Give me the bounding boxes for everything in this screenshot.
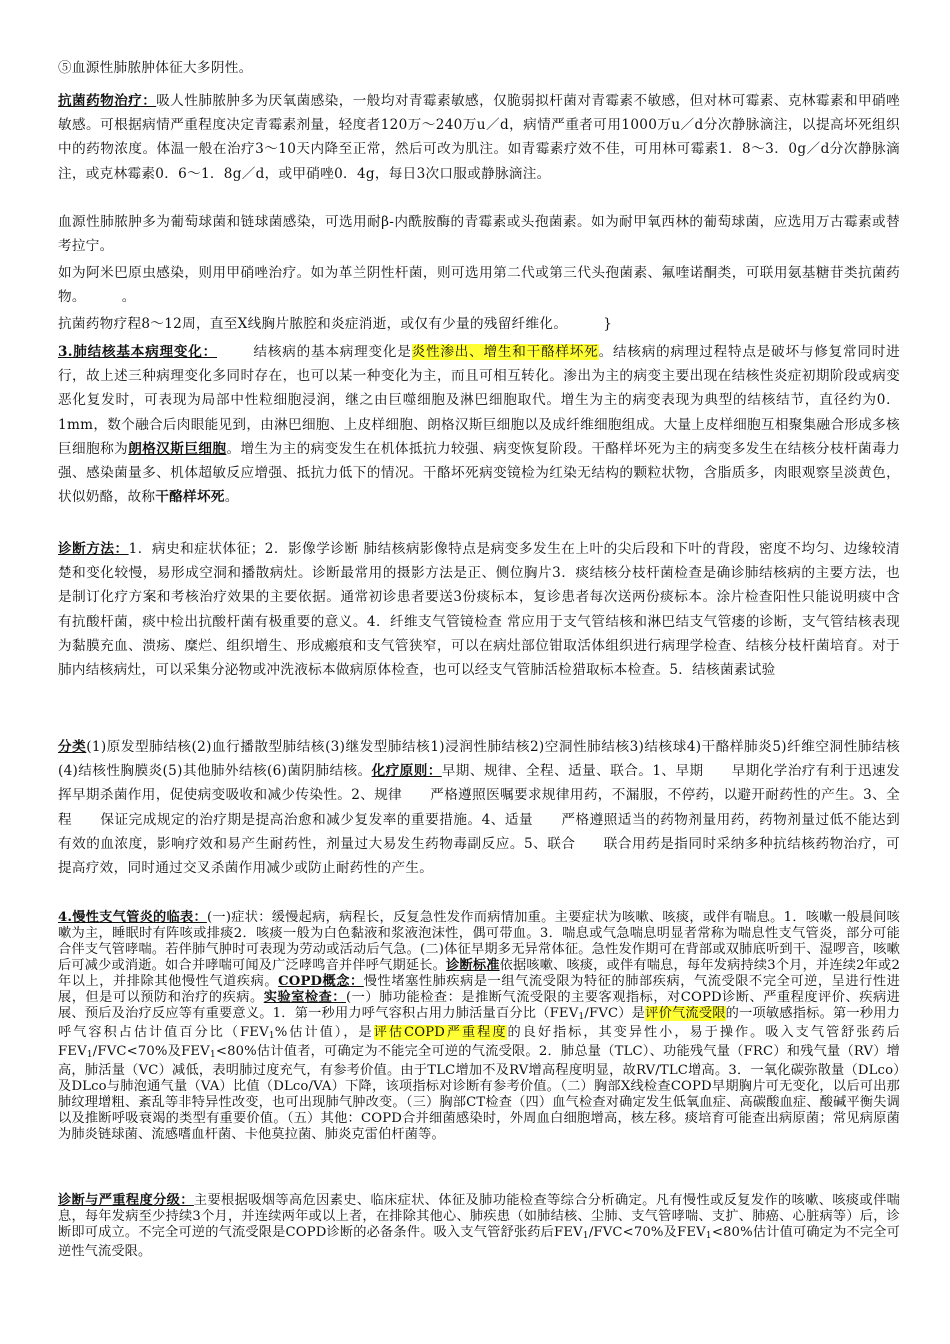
paragraph-abscess-signs: ⑤血源性肺脓肿体征大多阴性。: [58, 60, 253, 76]
term-langhans-giant-cell: 朗格汉斯巨细胞: [128, 440, 227, 457]
heading-diagnostic-criteria: 诊断标准: [446, 958, 500, 974]
paragraph-hematogenous-abscess: 血源性肺脓肿多为葡萄球菌和链球菌感染，可选用耐β-内酰胺酶的青霉素或头孢菌素。如为耐甲氧西林的葡萄球菌，应选用万古霉素或替考拉宁。: [58, 214, 900, 255]
heading-chronic-bronchitis: 4.慢性支气管炎的临表：: [58, 910, 207, 925]
paragraph-diagnosis-severity: 诊断与严重程度分级：主要根据吸烟等高危因素史、临床症状、体征及肺功能检查等综合分析确定。凡有慢性或反复发作的咳嗽、咳痰或伴喘息，每年发病至少持续3个月，并连续两年或以上者，在排除其他心、肺疾患（如肺结核、尘肺、支气管哮喘、支扩、肺癌、心脏病等）后，诊断即可成立。不完全可逆的气流受限是COPD诊断的必备条件。吸入支气管舒张药后$FEV_1/FVC<70\%$及$FEV_1<80\%$估计值可确定为不完全可逆性气流受限。: [58, 1193, 901, 1259]
paragraph-diagnosis-methods: 诊断方法：1．病史和症状体征；2．影像学诊断 肺结核病影像特点是病变多发生在上叶的尖后段和下叶的背段，密度不均匀、边缘较清楚和变化较慢，易形成空洞和播散病灶。诊断最常用的摄影方法是正、侧位胸片3．痰结核分枝杆菌检查是确诊肺结核病的主要方法，也是制订化疗方案和考核治疗效果的主要依据。通常初诊患者要送3份痰标本，复诊患者每次送两份痰标本。涂片检查阳性只能说明痰中含有抗酸杆菌，痰中检出抗酸杆菌有极重要的意义。4．纤维支气管镜检查 常应用于支气管结核和淋巴结支气管瘘的诊断，支气管结核表现为黏膜充血、溃疡、糜烂、组织增生、形成瘢痕和支气管狭窄，可以在病灶部位钳取活体组织进行病理学检查、结核分枝杆菌培育。对于肺内结核病灶，可以采集分泌物或冲洗液标本做病原体检查，也可以经支气管肺活检猎取标本检查。5．结核菌素试验: [58, 541, 900, 679]
paragraph-tb-pathology: 3.肺结核基本病理变化： 结核病的基本病理变化是炎性渗出、增生和干酪样坏死。结核病的病理过程特点是破坏与修复常同时进行，故上述三种病理变化多同时存在，也可以某一种变化为主，而且可相互转化。渗出为主的病变主要出现在结核性炎症初期阶段或病变恶化复发时，可表现为局部中性粒细胞浸润，继之由巨噬细胞及淋巴细胞取代。增生为主的病变表现为典型的结核结节，直径约为0．1mm，数个融合后肉眼能见到，由淋巴细胞、上皮样细胞、朗格汉斯巨细胞以及成纤维细胞组成。大量上皮样细胞互相聚集融合形成多核巨细胞称为朗格汉斯巨细胞。增生为主的病变发生在机体抵抗力较强、病变恢复阶段。干酪样坏死为主的病变多发生在结核分枝杆菌毒力强、感染菌量多、机体超敏反应增强、抵抗力低下的情况。干酪坏死病变镜检为红染无结构的颗粒状物，含脂质多，肉眼观察呈淡黄色，状似奶酪，故称干酪样坏死。: [58, 344, 900, 506]
paragraph-amoeba-infection: 如为阿米巴原虫感染，则用甲硝唑治疗。如为革兰阴性杆菌，则可选用第二代或第三代头孢菌素、氟喹诺酮类，可联用氨基糖苷类抗菌药物。 。: [58, 265, 900, 306]
highlight-pathology-changes: 炎性渗出、增生和干酪样坏死: [411, 344, 599, 360]
highlight-copd-severity: 评估COPD严重程度: [373, 1025, 508, 1041]
paragraph-treatment-duration: 抗菌药物疗程8～12周，直至X线胸片脓腔和炎症消逝，或仅有少量的残留纤维化。 }: [58, 316, 613, 332]
paragraph-antibiotic-therapy: 抗菌药物治疗：吸人性肺脓肿多为厌氧菌感染，一般均对青霉素敏感，仅脆弱拟杆菌对青霉素不敏感，但对林可霉素、克林霉素和甲硝唑敏感。可根据病情严重程度决定青霉素剂量，轻度者120万～240万u／d，病情严重者可用1000万u／d分次静脉滴注，以提高坏死组织中的药物浓度。体温一般在治疗3～10天内降至正常，然后可改为肌注。如青霉素疗效不佳，可用林可霉素1．8～3．0g／d分次静脉滴注，或克林霉素0．6～1．8g／d，或甲硝唑0．4g，每日3次口服或静脉滴注。: [58, 93, 900, 182]
highlight-airflow-limitation: 评价气流受限: [645, 1006, 726, 1022]
heading-lab-tests: 实验室检查：: [263, 990, 346, 1006]
paragraph-classification: 分类(1)原发型肺结核(2)血行播散型肺结核(3)继发型肺结核1)浸润性肺结核2)空洞性肺结核3)结核球4)干酪样肺炎5)纤维空洞性肺结核(4)结核性胸膜炎(5)其他肺外结核(6)菌阴肺结核。化疗原则：早期、规律、全程、适量、联合。1、早期 早期化学治疗有利于迅速发挥早期杀菌作用，促使病变吸收和减少传染性。2、规律 严格遵照医嘱要求规律用药，不漏服，不停药，以避开耐药性的产生。3、全程 保证完成规定的治疗期是提高治愈和减少复发率的重要措施。4、适量 严格遵照适当的药物剂量用药，药物剂量过低不能达到有效的血浓度，影响疗效和易产生耐药性，剂量过大易发生药物毒副反应。5、联合 联合用药是指同时采纳多种抗结核药物治疗，可提高疗效，同时通过交叉杀菌作用减少或防止耐药性的产生。: [58, 739, 901, 877]
heading-antibiotic-therapy: 抗菌药物治疗：: [58, 93, 157, 109]
heading-copd-concept: COPD概念：: [278, 974, 364, 990]
heading-diagnosis-severity: 诊断与严重程度分级：: [58, 1193, 194, 1208]
heading-tb-pathology: 3.肺结核基本病理变化：: [58, 344, 218, 360]
heading-diagnosis-methods: 诊断方法：: [58, 541, 129, 557]
paragraph-chronic-bronchitis: 4.慢性支气管炎的临表：(一)症状：缓慢起病，病程长，反复急性发作而病情加重。主要症状为咳嗽、咳痰，或伴有喘息。1．咳嗽一般晨间咳嗽为主，睡眠时有阵咳或排痰2．咳痰一般为白色黏液和浆液泡沫性，偶可带血。3．喘息或气急喘息明显者常称为喘息性支气管炎，部分可能合伴支气管哮喘。若伴肺气肿时可表现为劳动或活动后气急。(二)体征早期多无异常体征。急性发作期可在背部或双肺底听到干、湿啰音，咳嗽后可减少或消逝。如合并哮喘可闻及广泛哮鸣音并伴呼气期延长。诊断标准依据咳嗽、咳痰，或伴有喘息，每年发病持续3个月，并连续2年或2年以上，并排除其他慢性气道疾病。COPD概念：慢性堵塞性肺疾病是一组气流受限为特征的肺部疾病，气流受限不完全可逆，呈进行性进展，但是可以预防和治疗的疾病。实验室检查：(一）肺功能检查：是推断气流受限的主要客观指标，对COPD诊断、严重程度评价、疾病进展、预后及治疗反应等有重要意义。1．第一秒用力呼气容积占用力肺活量百分比$(FEV_1/FVC)$是评价气流受限的一项敏感指标。第一秒用力呼气容积占估计值百分比（$FEV_1\%$估计值），是评估COPD严重程度的良好指标，其变异性小，易于操作。吸入支气管舒张药后$FEV_1/FVC<70\%$及$FEV_1<80\%$估计值者，可确定为不能完全可逆的气流受限。2．肺总量（TLC）、功能残气量（FRC）和残气量（RV）增高，肺活量（VC）减低，表明肺过度充气，有参考价值。由于TLC增加不及RV增高程度明显，故RV/TLC增高。3．一氧化碳弥散量（DLco）及DLco与肺泡通气量（VA）比值（DLco/VA）下降，该项指标对诊断有参考价值。（二）胸部X线检查COPD早期胸片可无变化，以后可出那肺纹理增粗、紊乱等非特异性改变，也可出现肺气肿改变。（三）胸部CT检查（四）血气检查对确定发生低氧血症、高碳酸血症、酸碱平衡失调以及推断呼吸衰竭的类型有重要价值。（五）其他：COPD合并细菌感染时，外周血白细胞增高，核左移。痰培育可能查出病原菌；常见病原菌为肺炎链球菌、流感嗜血杆菌、卡他莫拉菌、肺炎克雷伯杆菌等。: [58, 910, 901, 1143]
heading-classification: 分类: [58, 739, 87, 755]
term-caseous-necrosis: 干酪样坏死: [155, 489, 225, 506]
heading-chemotherapy-principles: 化疗原则：: [371, 763, 442, 780]
